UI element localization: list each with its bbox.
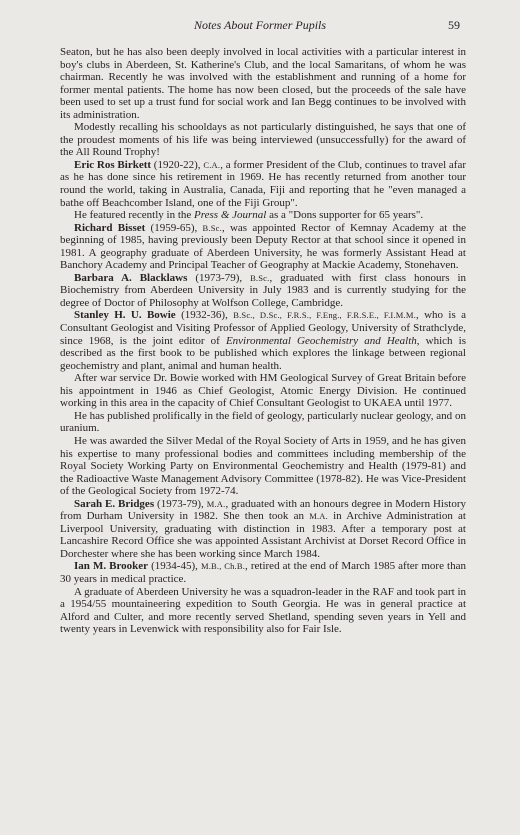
paragraph-text: Modestly recalling his schooldays as not particularly distinguished, he says that one of the proudest moments of his life was being interviewed (unsuccessfully) for the award of the All Round Trophy! [60,121,466,159]
paragraph-text: He was awarded the Silver Medal of the Royal Society of Arts in 1959, and he has given his expertise to many professional bodies and committees including membership of the Royal Society Working Party on Environmental Geochemistry and Health (1979-81) and the Radioactive Waste Management Advisory Committee (1978-82). He was Vice-President of the Geological Society from 1972-74. [60,434,466,498]
person-name: Richard Bisset [74,221,146,234]
paragraph-text: , graduated with first class honours in Biochemistry from Aberdeen University in July 1983 and is currently studying for the degree of Doctor of Philosophy at Wolfson College, Cambridge. [60,271,466,309]
paragraph-text: After war service Dr. Bowie worked with HM Geological Survey of Great Britain before his appointment in 1946 as Chief Geologist, Atomic Energy Division. He continued working in this area in the capacity of Chief Consultant Geologist to UKAEA until 1977. [60,372,466,410]
paragraph-text: He has published prolifically in the field of geology, particularly nuclear geology, and on uranium. [60,409,466,435]
paragraph [60,586,466,636]
paragraph-text: Seaton, but he has also been deeply involved in local activities with a particular interest in boy's clubs in Aberdeen, St. Katherine's Club, and the local Samaritans, of whom he was chairman. Recently he was involved with the establishment and running of a home for former mental patients. The home has now been closed, but the proceeds of the sale have been used to set up a trust fund for social work and Ian Begg continues to be involved with its administration. [60,46,466,121]
paragraph-text: He featured recently in the [74,209,195,222]
paragraph [60,272,466,310]
paragraph-text: , retired at the end of March 1985 after more than 30 years in medical practice. [60,560,466,585]
paragraph-text: (1934-45), [148,560,201,573]
qualification-abbrev: M.A. [206,498,226,509]
person-name: Barbara A. Blacklaws [74,271,188,284]
paragraph [60,159,466,209]
running-header [60,18,460,34]
paragraph-text: in Archive Administration at Liverpool University, graduating with distinction in 1983. After a temporary post at Lancashire Record Office she was appointed Assistant Archivist at Dorset Record Office in Dorchester where she has been working since March 1984. [60,510,466,560]
paragraph-text: A graduate of Aberdeen University he was a squadron-leader in the RAF and took part in a 1954/55 mountaineering expedition to South Georgia. He was in general practice at Alford and Culter, and more recently served Shetland, spending seven years in Yell and twenty years in Levenwick with responsibility also for Fair Isle. [60,585,466,636]
italic-title: Press & Journal [194,209,267,222]
paragraph [60,498,466,561]
qualification-abbrev: B.Sc. [250,272,270,283]
paragraph-text: (1959-65), [145,221,203,234]
qualification-abbrev: M.B., Ch.B. [200,561,246,572]
running-title: Notes About Former Pupils [193,18,327,32]
person-name: Eric Ros Birkett [74,158,152,171]
paragraph [60,309,466,372]
paragraph [60,560,466,585]
paragraph-text: , graduated with an honours degree in Modern History from Durham University in 1982. She then took an [60,497,466,523]
qualification-abbrev: M.A. [309,511,328,522]
paragraph-text: , a former President of the Club, continues to travel afar as he has done since his retirement in 1969. He has recently returned from another tour round the world, taking in Australia, Canada, Fiji and reporting that he "even managed a bathe off Beachcomber Island, one of the Fiji Group". [60,158,466,209]
body-text [60,46,466,636]
paragraph-text: (1973-79), [187,271,251,284]
paragraph [60,46,466,121]
qualification-abbrev: C.A. [203,159,221,170]
paragraph [60,435,466,498]
italic-title: Environmental Geochemistry and Health [225,334,417,347]
paragraph-text: (1973-79), [154,497,207,510]
paragraph-text: , which is described as the first book to be published which explores the linkage between regional geochemistry and plant, animal and human health. [60,334,466,372]
paragraph [60,410,466,435]
qualification-abbrev: B.Sc. [202,222,222,233]
page-number: 59 [448,18,460,32]
qualification-abbrev: B.Sc., D.Sc., F.R.S., F.Eng., F.R.S.E., F.I.M.M. [233,310,416,321]
paragraph-text: , was appointed Rector of Kemnay Academy at the beginning of 1985, having previously been Deputy Rector at that school since it opened in 1981. A geography graduate of Aberdeen University, he was formerly Assistant Head at Banchory Academy and Principal Teacher of Geography at Mackie Academy, Stonehaven. [60,221,466,272]
paragraph-text: (1932-36), [175,309,234,322]
paragraph-text: , who is a Consultant Geologist and Visiting Professor of Applied Geology, University of Strathclyde, since 1968, is the joint editor of [60,309,467,347]
paragraph-text: (1920-22), [151,158,204,171]
paragraph [60,372,466,410]
person-name: Stanley H. U. Bowie [74,309,176,322]
person-name: Sarah E. Bridges [74,497,155,510]
paragraph-text: as a "Dons supporter for 65 years". [266,209,424,222]
paragraph [60,121,466,159]
paragraph [60,209,466,222]
person-name: Ian M. Brooker [74,560,149,573]
paragraph [60,222,466,272]
